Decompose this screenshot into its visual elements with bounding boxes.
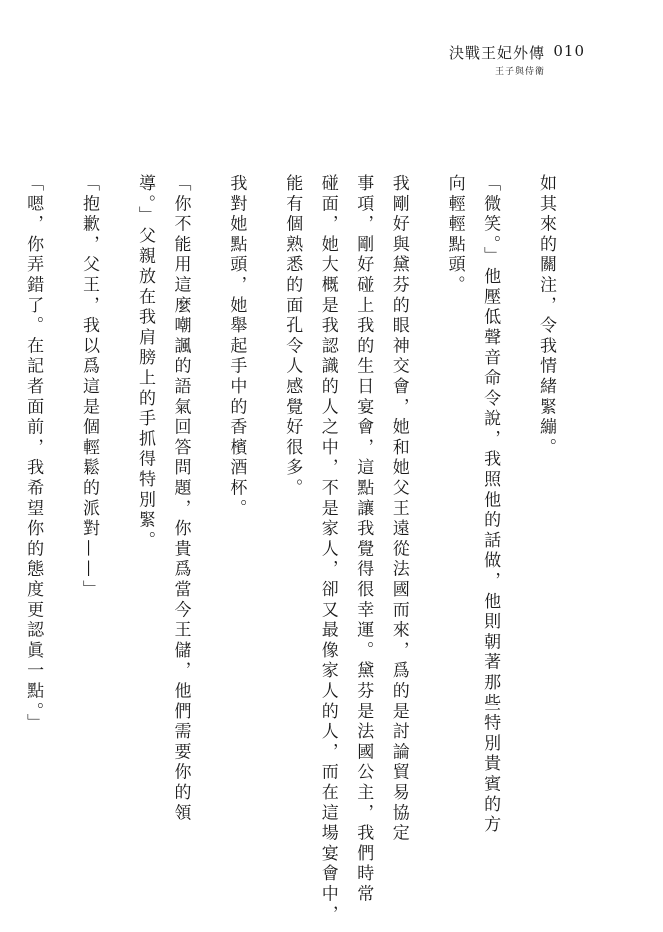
text-line: 「你不能用這麼嘲諷的語氣回答問題，你貴爲當今王儲，他們需要你的領	[170, 174, 191, 824]
text-line: 「嗯，你弄錯了。在記者面前，我希望你的態度更認眞一點。」	[23, 174, 44, 734]
text-line: 導。」父親放在我肩膀上的手抓得特別緊。	[134, 174, 155, 552]
text-line: 我對她點頭，她舉起手中的香檳酒杯。	[226, 174, 247, 520]
page-number: 010	[553, 42, 585, 60]
text-line	[0, 174, 15, 854]
chapter-title: 王子與侍衛	[494, 67, 545, 77]
text-line: 向輕輕點頭。	[444, 174, 465, 296]
body-text	[0, 174, 563, 926]
text-line: 碰面，她大概是我認識的人之中，不是家人，卻又最像家人的人，而在這場宴會中，	[317, 174, 338, 926]
text-line: 「微笑。」他壓低聲音命令說，我照他的話做，他則朝著那些特別貴賓的方	[480, 174, 501, 836]
book-title: 決戰王妃外傳	[448, 44, 545, 62]
text-line: 「抱歉，父王，我以爲這是個輕鬆的派對——」	[79, 174, 100, 601]
text-line: 事項，剛好碰上我的生日宴會，這點讓我覺得很幸運。黛芬是法國公主，我們時常	[353, 174, 374, 905]
running-header	[385, 42, 585, 86]
text-line: 能有個熟悉的面孔令人感覺好很多。	[282, 174, 303, 499]
text-line: 我剛好與黛芬的眼神交會，她和她父王遠從法國而來，爲的是討論貿易協定	[388, 174, 409, 844]
text-line: 如其來的關注，令我情緒緊繃。	[536, 174, 556, 459]
